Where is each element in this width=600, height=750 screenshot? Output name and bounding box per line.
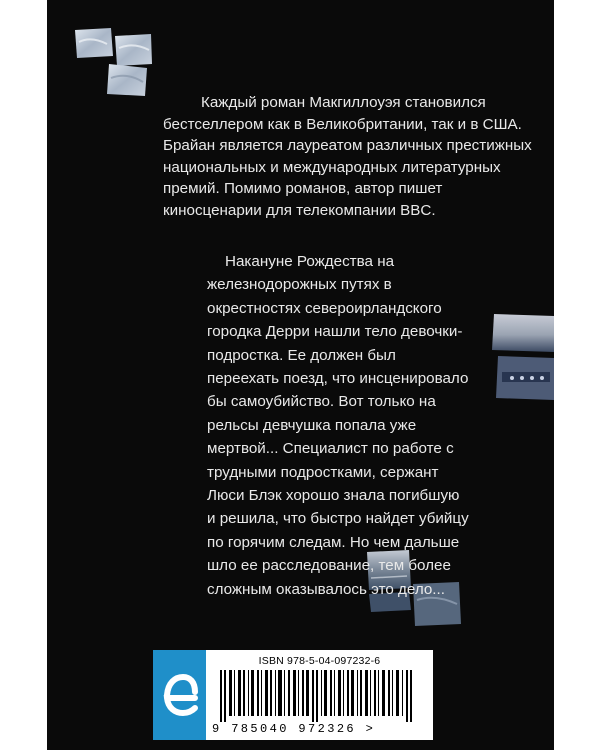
publisher-logo xyxy=(153,650,206,740)
isbn-barcode-block xyxy=(153,650,433,740)
photo-fragment-top-left xyxy=(73,28,153,98)
book-back-cover xyxy=(47,0,554,750)
eksmo-e-logo-icon xyxy=(159,668,201,722)
photo-fragment-right xyxy=(490,312,554,402)
isbn-number: ISBN 978-5-04-097232-6 xyxy=(258,655,381,667)
book-annotation-paragraph: Накануне Рождества на железнодорожных путях в окрестностях североирландского городка Дерри нашли тело девочки-подростка. Ее должен был переехать поезд, что инсценировало бы самоубийство. Вот только на рельсы девчушка попала уже мертвой... Специалист по работе с трудными подростками, сержант Люси Блэк хорошо знала погибшую и решила, что быстро найдет убийцу по горячим следам. Но чем дальше шло ее расследование, тем более сложным оказывалось это дело... xyxy=(207,253,469,598)
barcode-digits: 9 785040 972326 > xyxy=(212,722,376,736)
author-bio-paragraph: Каждый роман Макгиллоуэя становился бестселлером как в Великобритании, так и в США. Брайан является лауреатом различных престижных национальных и международных литературных премий. Помимо романов, автор пишет киносценарии для телекомпании BBC. xyxy=(163,94,532,219)
barcode-panel xyxy=(206,650,433,740)
barcode-bars xyxy=(220,670,420,722)
